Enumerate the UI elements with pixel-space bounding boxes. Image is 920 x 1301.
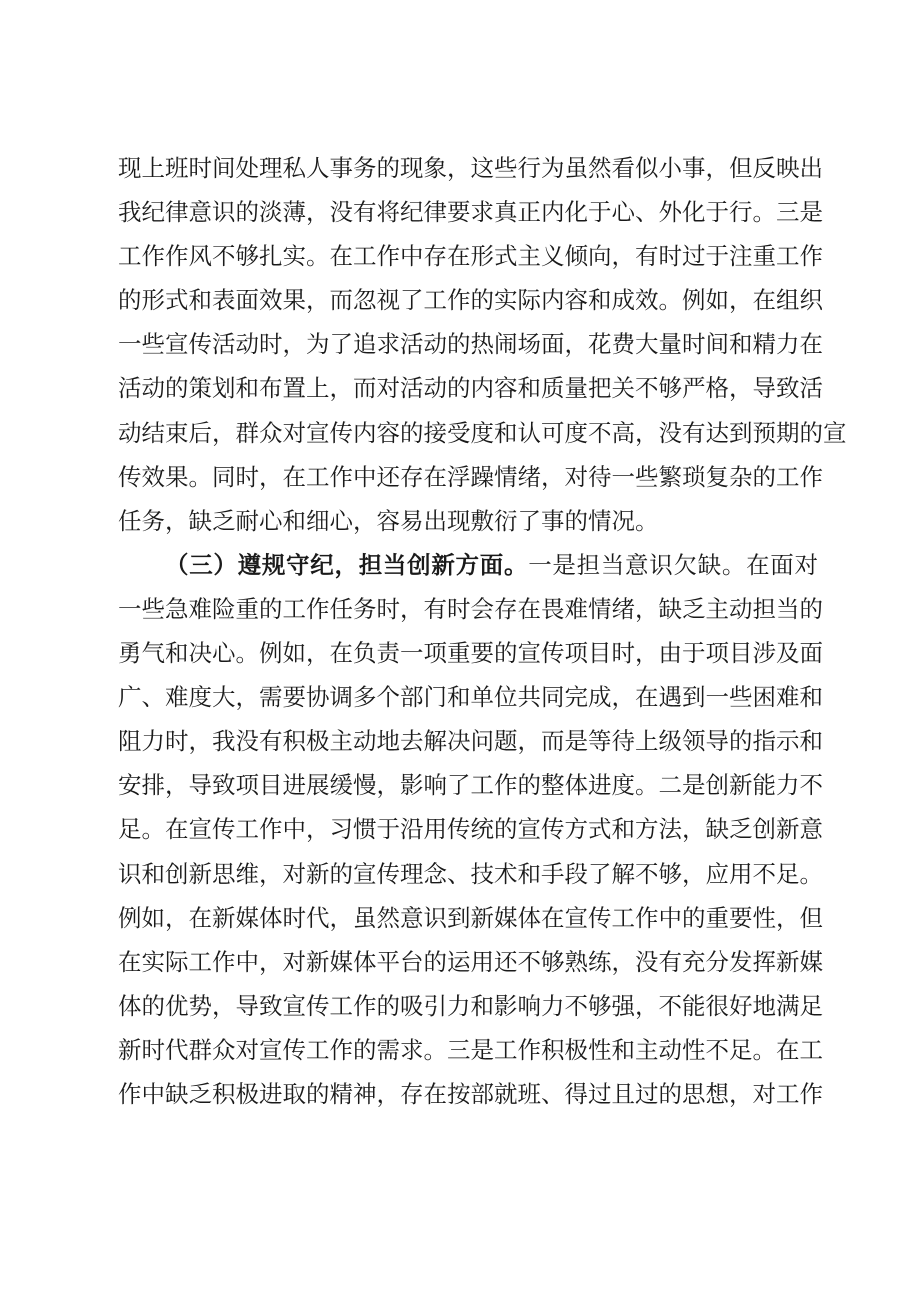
paragraph-1 [118, 146, 847, 543]
text-run: 一是担当意识欠缺。在面对 [528, 550, 819, 579]
text-line: 活动的策划和布置上，而对活动的内容和质量把关不够严格，导致活 [118, 374, 823, 403]
text-line: 例如，在新媒体时代，虽然意识到新媒体在宣传工作中的重要性，但 [118, 903, 823, 932]
text-line: 我纪律意识的淡薄，没有将纪律要求真正内化于心、外化于行。三是 [118, 198, 823, 227]
paragraph-2 [118, 543, 823, 1116]
text-line: 现上班时间处理私人事务的现象，这些行为虽然看似小事，但反映出 [118, 154, 823, 182]
text-line: 识和创新思维，对新的宣传理念、技术和手段了解不够，应用不足。 [118, 859, 823, 888]
text-line: 工作作风不够扎实。在工作中存在形式主义倾向，有时过于注重工作 [118, 242, 823, 271]
text-line: 传效果。同时，在工作中还存在浮躁情绪，对待一些繁琐复杂的工作 [118, 462, 823, 491]
text-line: 一些急难险重的工作任务时，有时会存在畏难情绪，缺乏主动担当的 [118, 594, 823, 623]
text-line: 的形式和表面效果，而忽视了工作的实际内容和成效。例如，在组织 [118, 286, 823, 315]
text-line: 勇气和决心。例如，在负责一项重要的宣传项目时，由于项目涉及面 [118, 639, 823, 668]
section-heading-line [118, 543, 818, 587]
text-line: 动结束后，群众对宣传内容的接受度和认可度不高，没有达到预期的宣 [118, 418, 847, 447]
text-line: 安排，导致项目进展缓慢，影响了工作的整体进度。二是创新能力不 [118, 771, 823, 800]
text-line: 任务，缺乏耐心和细心，容易出现敷衍了事的情况。 [118, 506, 659, 535]
text-line: 在实际工作中，对新媒体平台的运用还不够熟练，没有充分发挥新媒 [118, 947, 823, 976]
text-line: 作中缺乏积极进取的精神，存在按部就班、得过且过的思想，对工作 [118, 1079, 823, 1108]
text-line: 广、难度大，需要协调多个部门和单位共同完成，在遇到一些困难和 [118, 683, 823, 712]
body-text [118, 146, 847, 1116]
text-line: 体的优势，导致宣传工作的吸引力和影响力不够强，不能很好地满足 [118, 991, 823, 1020]
text-line: 足。在宣传工作中，习惯于沿用传统的宣传方式和方法，缺乏创新意 [118, 815, 823, 844]
text-line: 新时代群众对宣传工作的需求。三是工作积极性和主动性不足。在工 [118, 1035, 823, 1064]
text-line: 一些宣传活动时，为了追求活动的热闹场面，花费大量时间和精力在 [118, 330, 823, 359]
section-heading: （三）遵规守纪，担当创新方面。 [165, 550, 529, 579]
text-line: 阻力时，我没有积极主动地去解决问题，而是等待上级领导的指示和 [118, 727, 823, 756]
